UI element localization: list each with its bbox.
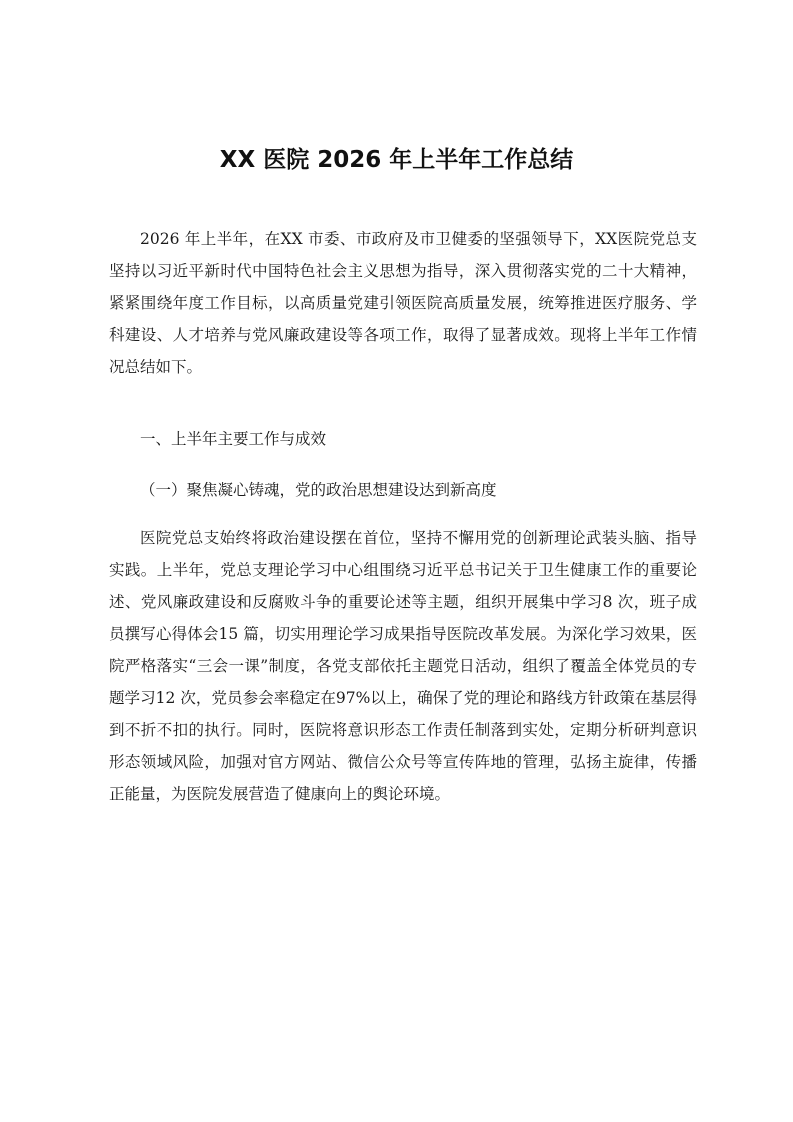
intro-paragraph: 2026 年上半年，在XX 市委、市政府及市卫健委的坚强领导下，XX医院党总支坚持以习近平新时代中国特色社会主义思想为指导，深入贯彻落实党的二十大精神，紧紧围绕年度工作目标，以高质量党建引领医院高质量发展，统筹推进医疗服务、学科建设、人才培养与党风廉政建设等各项工作，取得了显著成效。现将上半年工作情况总结如下。 (109, 230, 697, 376)
body-paragraph: 医院党总支始终将政治建设摆在首位，坚持不懈用党的创新理论武装头脑、指导实践。上半年，党总支理论学习中心组围绕习近平总书记关于卫生健康工作的重要论述、党风廉政建设和反腐败斗争的重要论述等主题，组织开展集中学习8 次，班子成员撰写心得体会15 篇，切实用理论学习成果指导医院改革发展。为深化学习效果，医院严格落实“三会一课”制度，各党支部依托主题党日活动，组织了覆盖全体党员的专题学习12 次，党员参会率稳定在97%以上，确保了党的理论和路线方针政策在基层得到不折不扣的执行。同时，医院将意识形态工作责任制落到实处，定期分析研判意识形态领域风险，加强对官方网站、微信公众号等宣传阵地的管理，弘扬主旋律，传播正能量，为医院发展营造了健康向上的舆论环境。 (109, 529, 697, 803)
document-title: XX 医院 2026 年上半年工作总结 (219, 147, 574, 173)
subsection-heading: （一）聚焦凝心铸魂，党的政治思想建设达到新高度 (140, 481, 497, 499)
section-heading: 一、上半年主要工作与成效 (140, 430, 327, 448)
